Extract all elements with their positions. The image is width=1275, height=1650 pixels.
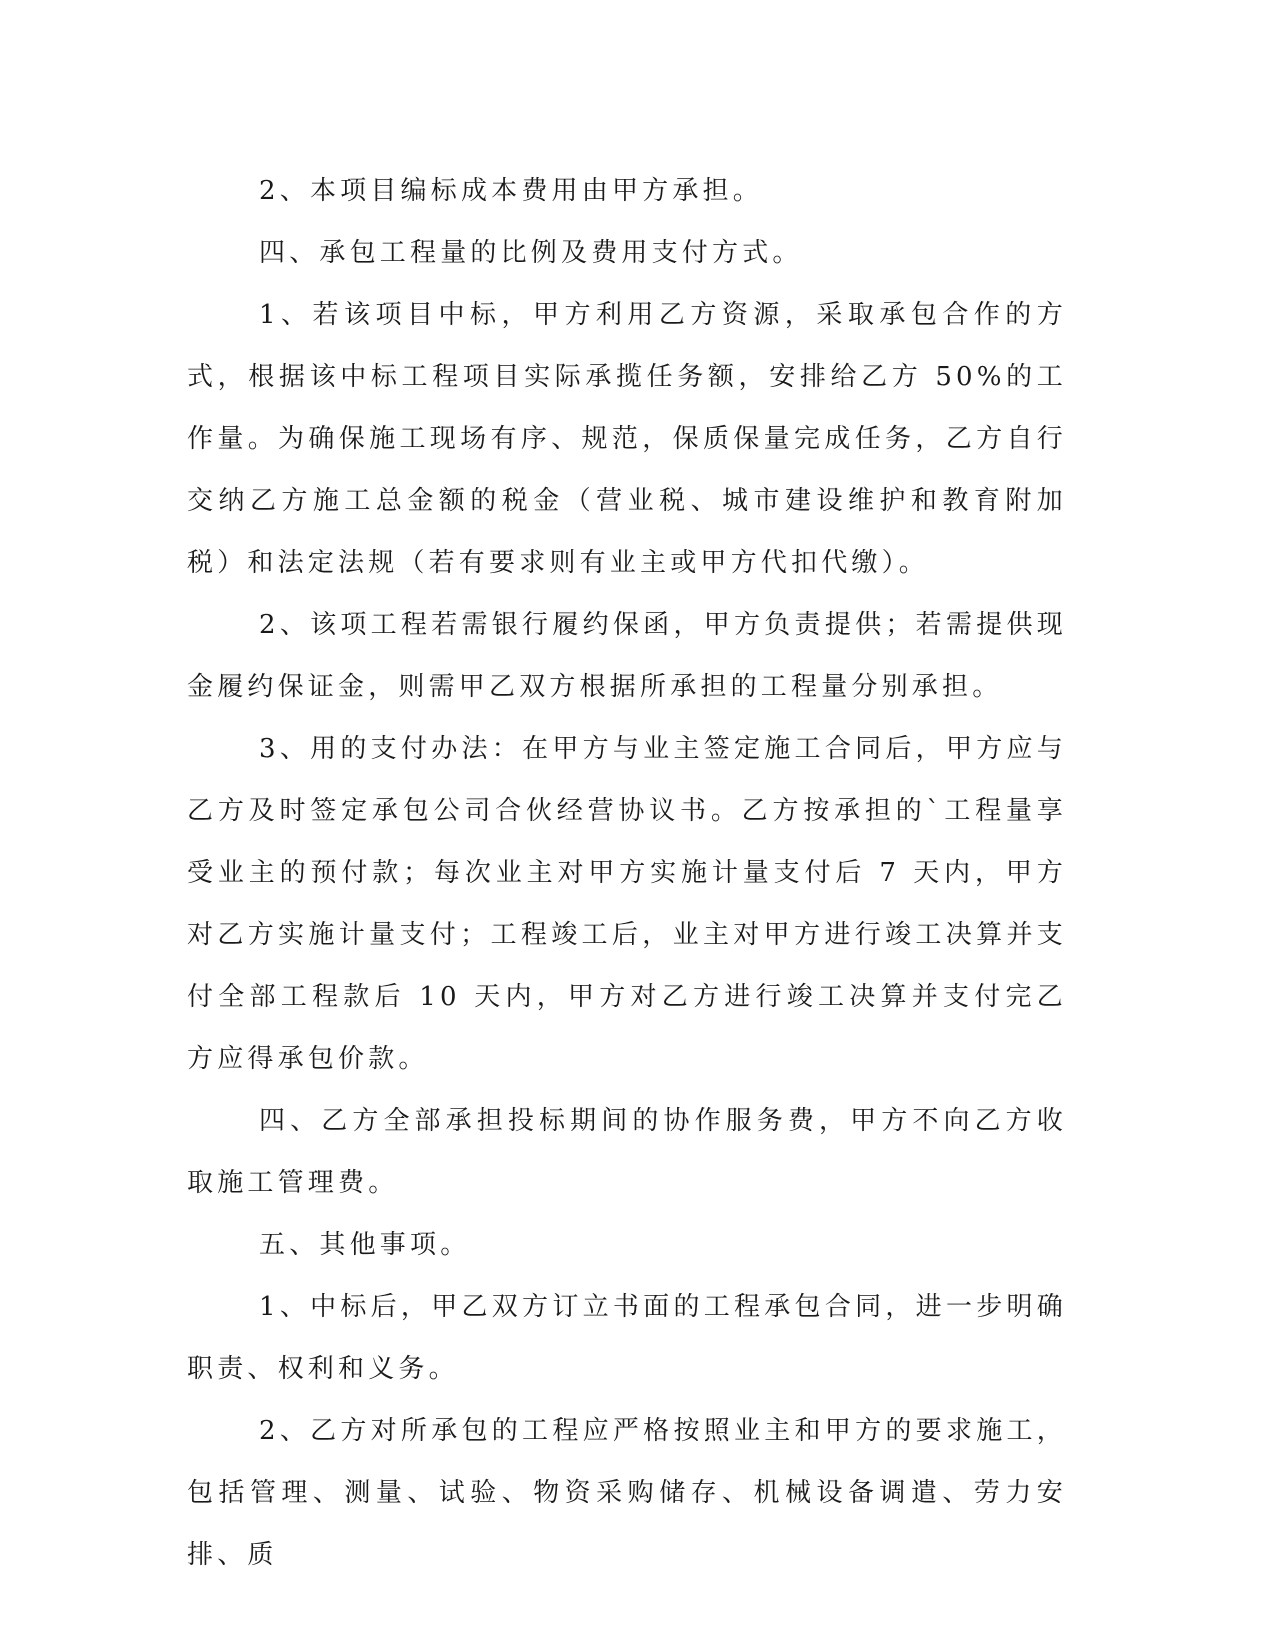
heading-section-four: 四、承包工程量的比例及费用支付方式。 xyxy=(259,238,803,268)
heading-section-five: 五、其他事项。 xyxy=(259,1230,471,1260)
paragraph-construction-requirements: 2、乙方对所承包的工程应严格按照业主和甲方的要求施工，包括管理、测量、试验、物资采购储存、机械设备调遣、劳力安排、质 xyxy=(187,1416,1067,1570)
paragraph-performance-bond: 2、该项工程若需银行履约保函，甲方负责提供；若需提供现金履约保证金，则需甲乙双方根据所承担的工程量分别承担。 xyxy=(187,610,1067,702)
paragraph-cost-bearing: 2、本项目编标成本费用由甲方承担。 xyxy=(259,176,763,206)
paragraph-payment-method: 3、用的支付办法：在甲方与业主签定施工合同后，甲方应与乙方及时签定承包公司合伙经营协议书。乙方按承担的`工程量享受业主的预付款；每次业主对甲方实施计量支付后 7 天内，甲方对乙方实施计量支付；工程竣工后，业主对甲方进行竣工决算并支付全部工程款后 10 天内，甲方对乙方进行竣工决算并支付完乙方应得承包价款。 xyxy=(187,734,1067,1074)
document-body xyxy=(187,160,1067,1586)
paragraph-written-contract: 1、中标后，甲乙双方订立书面的工程承包合同，进一步明确职责、权利和义务。 xyxy=(187,1292,1067,1384)
paragraph-workload-ratio: 1、若该项目中标，甲方利用乙方资源，采取承包合作的方式，根据该中标工程项目实际承揽任务额，安排给乙方 50%的工作量。为确保施工现场有序、规范，保质保量完成任务，乙方自行交纳乙方施工总金额的税金（营业税、城市建设维护和教育附加税）和法定法规（若有要求则有业主或甲方代扣代缴）。 xyxy=(187,300,1067,578)
paragraph-service-fee: 四、乙方全部承担投标期间的协作服务费，甲方不向乙方收取施工管理费。 xyxy=(187,1106,1067,1198)
